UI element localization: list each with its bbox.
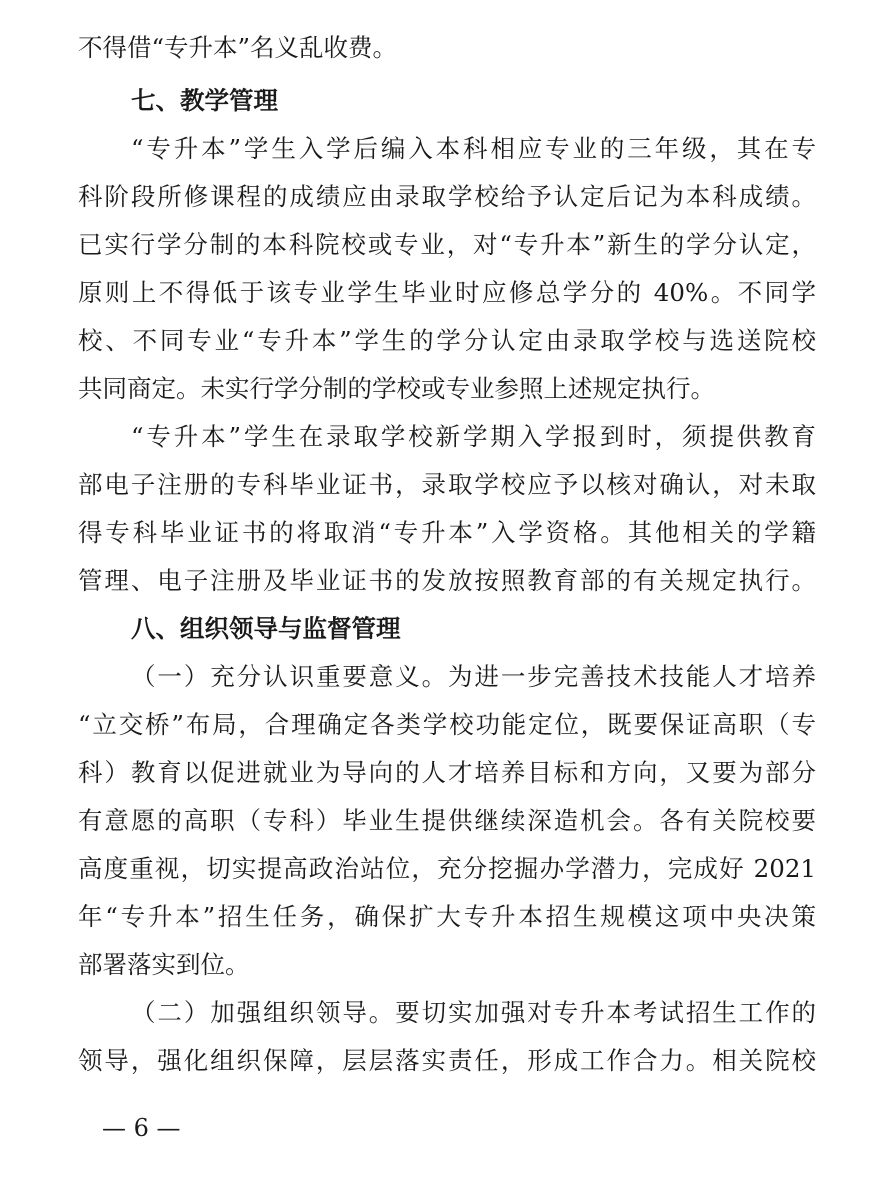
text-line-9: “专升本”学生在录取学校新学期入学报到时，须提供教育 xyxy=(131,422,816,451)
text-line-22: 领导，强化组织保障，层层落实责任，形成工作合力。相关院校 xyxy=(78,1046,816,1075)
text-line-11: 得专科毕业证书的将取消“专升本”入学资格。其他相关的学籍 xyxy=(78,518,816,547)
text-line-14: （一）充分认识重要意义。为进一步完善技术技能人才培养 xyxy=(131,662,816,691)
text-line-19: 年“专升本”招生任务，确保扩大专升本招生规模这项中央决策 xyxy=(78,902,816,931)
text-line-6: 原则上不得低于该专业学生毕业时应修总学分的 40%。不同学 xyxy=(78,278,816,307)
section-heading-7: 七、教学管理 xyxy=(131,86,278,115)
section-heading-8: 八、组织领导与监督管理 xyxy=(131,614,401,643)
text-line-20: 部署落实到位。 xyxy=(78,950,250,979)
text-line-21: （二）加强组织领导。要切实加强对专升本考试招生工作的 xyxy=(131,998,816,1027)
text-line-12: 管理、电子注册及毕业证书的发放按照教育部的有关规定执行。 xyxy=(78,566,816,595)
text-line-5: 已实行学分制的本科院校或专业，对“专升本”新生的学分认定， xyxy=(78,230,816,259)
text-line-7: 校、不同专业“专升本”学生的学分认定由录取学校与选送院校 xyxy=(78,326,816,355)
text-line-17: 有意愿的高职（专科）毕业生提供继续深造机会。各有关院校要 xyxy=(78,806,816,835)
text-line-18: 高度重视，切实提高政治站位，充分挖掘办学潜力，完成好 2021 xyxy=(78,854,816,883)
text-line-1: 不得借“专升本”名义乱收费。 xyxy=(78,33,398,62)
text-line-10: 部电子注册的专科毕业证书，录取学校应予以核对确认，对未取 xyxy=(78,470,816,499)
text-line-4: 科阶段所修课程的成绩应由录取学校给予认定后记为本科成绩。 xyxy=(78,182,816,211)
text-line-8: 共同商定。未实行学分制的学校或专业参照上述规定执行。 xyxy=(78,374,715,403)
page-number: — 6 — xyxy=(102,1114,181,1142)
text-line-3: “专升本”学生入学后编入本科相应专业的三年级，其在专 xyxy=(131,134,816,163)
text-line-16: 科）教育以促进就业为导向的人才培养目标和方向，又要为部分 xyxy=(78,758,816,787)
text-line-15: “立交桥”布局，合理确定各类学校功能定位，既要保证高职（专 xyxy=(78,710,816,739)
